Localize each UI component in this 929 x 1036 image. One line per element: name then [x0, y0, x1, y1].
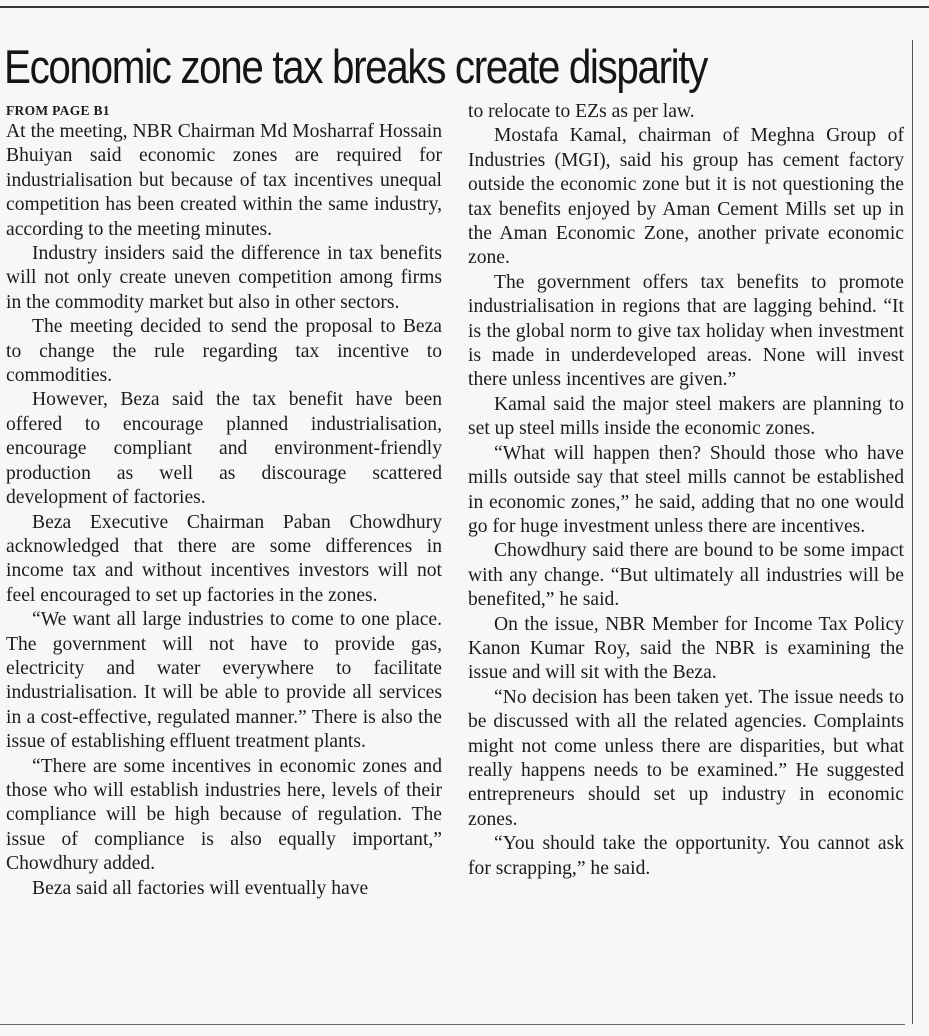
paragraph: “There are some incentives in economic zones and those who will establish industries here, levels of their compliance will be high because of regulation. The issue of compliance is also equally important,” Chowdhury added. [6, 755, 442, 875]
paragraph: Industry insiders said the difference in tax benefits will not only create uneven competition among firms in the commodity market but also in other sectors. [6, 243, 442, 313]
paragraph: On the issue, NBR Member for Income Tax Policy Kanon Kumar Roy, said the NBR is examining the issue and will sit with the Beza. [468, 613, 904, 684]
dateline: FROM PAGE B1 [6, 103, 110, 118]
paragraph: The meeting decided to send the proposal to Beza to change the rule regarding tax incentive to commodities. [6, 316, 442, 387]
paragraph: Chowdhury said there are bound to be some impact with any change. “But ultimately all industries will be benefited,” he said. [468, 540, 904, 611]
paragraph: “You should take the opportunity. You cannot ask for scrapping,” he said. [468, 833, 904, 879]
paragraph: “No decision has been taken yet. The issue needs to be discussed with all the related agencies. Complaints might not come unless there are disparities, but what really happens needs to be examined.” He suggested entrepreneurs should set up industry in economic zones. [468, 686, 904, 830]
paragraph: Beza said all factories will eventually have [32, 877, 369, 899]
paragraph: At the meeting, NBR Chairman Md Mosharraf Hossain Bhuiyan said economic zones are required for industrialisation but because of tax incentives unequal competition has been created within the same industry, according to the meeting minutes. [6, 121, 442, 240]
paragraph: Kamal said the major steel makers are planning to set up steel mills inside the economic zones. [468, 393, 904, 440]
article-column-right [468, 100, 904, 881]
paragraph: Mostafa Kamal, chairman of Meghna Group of Industries (MGI), said his group has cement factory outside the economic zone but it is not questioning the tax benefits enjoyed by Aman Cement Mills set up in the Aman Economic Zone, another private economic zone. [468, 125, 904, 269]
paragraph: However, Beza said the tax benefit have been offered to encourage planned industrialisation, encourage compliant and environment-friendly production as well as discourage scattered development of factories. [6, 389, 442, 509]
paragraph: Beza Executive Chairman Paban Chowdhury acknowledged that there are some differences in income tax and without incentives investors will not feel encouraged to set up factories in the zones. [6, 511, 442, 606]
headline: Economic zone tax breaks create disparity [4, 40, 707, 93]
top-rule [0, 6, 929, 8]
paragraph: The government offers tax benefits to promote industrialisation in regions that are lagging behind. “It is the global norm to give tax holiday when investment is made in underdeveloped areas. None will invest there unless incentives are given.” [468, 271, 904, 391]
column-rule [912, 40, 913, 1024]
paragraph: “What will happen then? Should those who have mills outside say that steel mills cannot be established in economic zones,” he said, adding that no one would go for huge investment unless there are incentives. [468, 442, 904, 537]
bottom-rule [0, 1024, 905, 1025]
article-column-left [6, 100, 442, 901]
paragraph: to relocate to EZs as per law. [468, 101, 695, 122]
paragraph: “We want all large industries to come to one place. The government will not have to provide gas, electricity and water everywhere to facilitate industrialisation. It will be able to provide all services in a cost-effective, regulated manner.” There is also the issue of establishing effluent treatment plants. [6, 609, 442, 753]
